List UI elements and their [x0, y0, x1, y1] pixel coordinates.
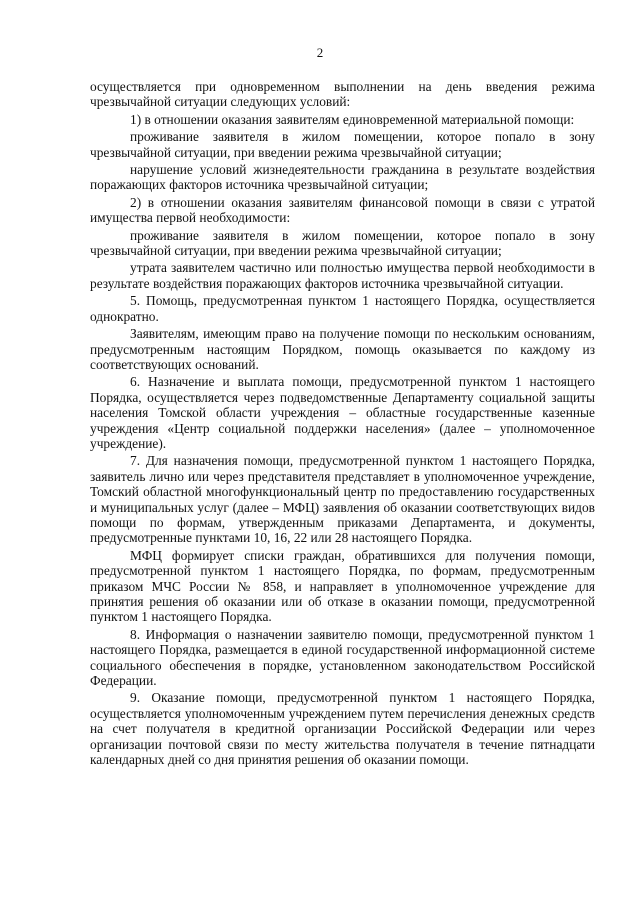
paragraph-clause-5-note: Заявителям, имеющим право на получение помощи по нескольким основаниям, предусмотренным настоящим Порядком, помощь оказывается по каждому из соответствующих оснований. [90, 326, 595, 372]
paragraph-clause-9: 9. Оказание помощи, предусмотренной пунктом 1 настоящего Порядка, осуществляется уполномоченным учреждением путем перечисления денежных средств на счет получателя в кредитной организации Российской Федерации или через организации почтовой связи по месту жительства получателя в течение пятнадцати календарных дней со дня принятия решения об оказании помощи. [90, 690, 595, 768]
paragraph-clause-8: 8. Информация о назначении заявителю помощи, предусмотренной пунктом 1 настоящего Порядка, размещается в единой государственной информационной системе социального обеспечения в порядке, установленном законодательством Российской Федерации. [90, 626, 595, 689]
paragraph-clause-5: 5. Помощь, предусмотренная пунктом 1 настоящего Порядка, осуществляется однократно. [90, 293, 595, 324]
paragraph-clause-7-mfc: МФЦ формирует списки граждан, обратившихся для получения помощи, предусмотренной пунктом 1 настоящего Порядка, по формам, предусмотренным приказом МЧС России № 858, и направляет в уполномоченное учреждение для принятия решения об оказании или об отказе в оказании помощи, предусмотренной пунктом 1 настоящего Порядка. [90, 547, 595, 625]
paragraph-clause-6: 6. Назначение и выплата помощи, предусмотренной пунктом 1 настоящего Порядка, осуществляется через подведомственные Департаменту социальной защиты населения Томской области учреждения – областные государственные казенные учреждения «Центр социальной поддержки населения» (далее – уполномоченное учреждение). [90, 374, 595, 451]
paragraph-item: нарушение условий жизнедеятельности гражданина в результате воздействия поражающих факторов источника чрезвычайной ситуации; [90, 162, 595, 193]
paragraph-continuation: осуществляется при одновременном выполнении на день введения режима чрезвычайной ситуации следующих условий: [90, 79, 595, 110]
paragraph-item: проживание заявителя в жилом помещении, которое попало в зону чрезвычайной ситуации, при введении режима чрезвычайной ситуации; [90, 129, 595, 160]
paragraph-condition-2: 2) в отношении оказания заявителям финансовой помощи в связи с утратой имущества первой необходимости: [90, 194, 595, 226]
page-number: 2 [316, 45, 324, 60]
paragraph-item: утрата заявителем частично или полностью имущества первой необходимости в результате воздействия поражающих факторов источника чрезвычайной ситуации. [90, 260, 595, 291]
paragraph-condition-1: 1) в отношении оказания заявителям единовременной материальной помощи: [130, 111, 575, 127]
paragraph-clause-7: 7. Для назначения помощи, предусмотренной пунктом 1 настоящего Порядка, заявитель лично или через представителя представляет в уполномоченное учреждение, Томский областной многофункциональный центр по предоставлению государственных и муниципальных услуг (далее – МФЦ) заявления об оказании соответствующих видов помощи по формам, утвержденным приказами Департамента, и документы, предусмотренные пунктами 10, 16, 22 или 28 настоящего Порядка. [90, 453, 595, 546]
document-body [90, 79, 595, 769]
paragraph-item: проживание заявителя в жилом помещении, которое попало в зону чрезвычайной ситуации, при введении режима чрезвычайной ситуации; [90, 227, 595, 259]
